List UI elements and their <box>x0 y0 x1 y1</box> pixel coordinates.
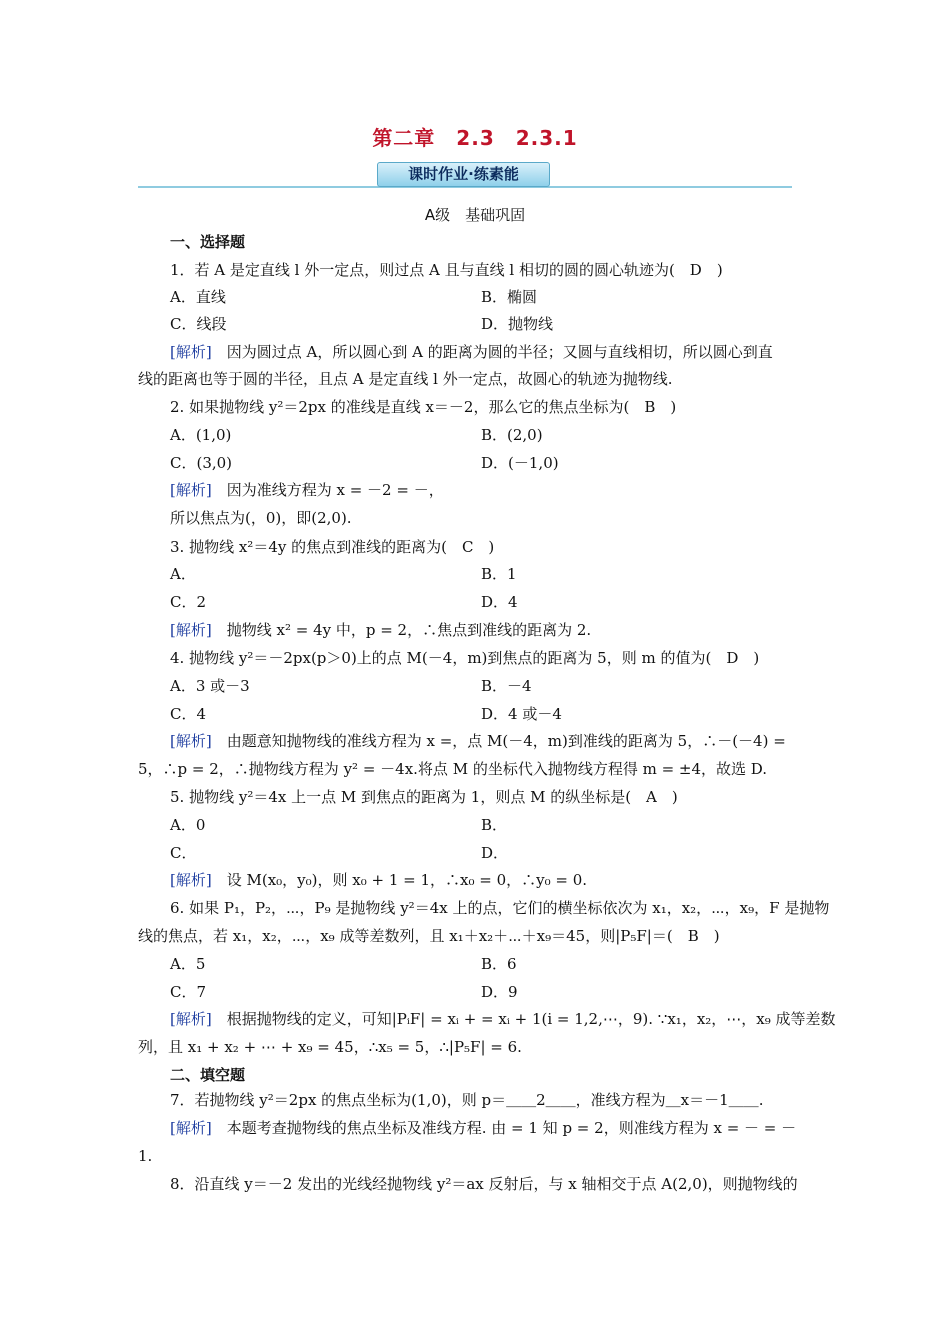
q2-option-d: D．(－1,0) <box>481 454 559 472</box>
level-heading: A级 基础巩固 <box>424 206 526 224</box>
q7-answer-p: ＿＿2＿＿ <box>506 1091 576 1109</box>
q7-solution-line-1 <box>170 1118 796 1138</box>
question-6-stem-line-1: 6. 如果 P₁，P₂，⋯，P₉ 是抛物线 y²＝4x 上的点，它们的横坐标依次为 x₁，x₂，⋯，x₉，F 是抛物 <box>170 899 830 917</box>
q4-solution-text: 由题意知抛物线的准线方程为 x =，点 M(－4，m)到准线的距离为 5，∴－(－4) = <box>211 732 786 750</box>
solution-tag: [解析] <box>170 732 212 750</box>
page-title: 第二章 2.3 2.3.1 <box>372 126 578 150</box>
q3-option-b: B．1 <box>481 565 517 583</box>
q4-option-a: A．3 或－3 <box>170 677 250 695</box>
question-2-stem: 2. 如果抛物线 y²＝2px 的准线是直线 x＝－2，那么它的焦点坐标为( B ) <box>170 398 677 416</box>
solution-tag: [解析] <box>170 1010 212 1028</box>
q6-solution-line-2: 列，且 x₁ + x₂ + ⋯ + x₉ = 45，∴x₅ = 5，∴|P₅F| = 6. <box>138 1038 522 1056</box>
q6-option-a: A．5 <box>170 955 206 973</box>
solution-tag: [解析] <box>170 871 212 889</box>
question-7-stem <box>170 1090 763 1110</box>
q6-solution-text: 根据抛物线的定义，可知|PᵢF| = xᵢ + = xᵢ + 1(i = 1,2,⋯，9). ∵x₁，x₂，⋯，x₉ 成等差数 <box>211 1010 836 1028</box>
q7-stem-end: . <box>758 1091 764 1109</box>
q3-solution-text: 抛物线 x² = 4y 中，p = 2，∴焦点到准线的距离为 2. <box>211 621 592 639</box>
solution-tag: [解析] <box>170 621 212 639</box>
q2-option-a: A．(1,0) <box>170 426 232 444</box>
q1-option-d: D．抛物线 <box>481 315 554 333</box>
q7-answer-directrix: ＿x＝－1＿＿ <box>665 1091 759 1109</box>
q6-option-d: D．9 <box>481 983 518 1001</box>
section-heading-fill: 二、填空题 <box>170 1066 246 1084</box>
solution-tag: [解析] <box>170 343 212 361</box>
q5-option-d: D． <box>481 844 509 862</box>
q2-solution-text: 因为准线方程为 x = －2 = －， <box>211 481 444 499</box>
q5-option-b: B． <box>481 816 508 834</box>
q7-stem-text: 7．若抛物线 y²＝2px 的焦点坐标为(1,0)，则 p＝ <box>170 1091 507 1109</box>
q7-solution-text: 本题考查抛物线的焦点坐标及准线方程. 由 = 1 知 p = 2，则准线方程为 x = － = － <box>211 1119 797 1137</box>
q3-option-a: A． <box>170 565 196 583</box>
q1-solution-line-1 <box>170 342 773 362</box>
question-8-stem: 8．沿直线 y＝－2 发出的光线经抛物线 y²＝ax 反射后，与 x 轴相交于点 A(2,0)，则抛物线的 <box>170 1175 798 1193</box>
q4-option-d: D．4 或－4 <box>481 705 562 723</box>
q6-solution-line-1 <box>170 1009 836 1029</box>
q5-solution-line-1 <box>170 870 587 890</box>
q5-option-a: A．0 <box>170 816 206 834</box>
q2-solution-line-1 <box>170 480 444 500</box>
q2-solution-line-2: 所以焦点为(，0)，即(2,0). <box>170 509 352 527</box>
question-1-stem: 1．若 A 是定直线 l 外一定点，则过点 A 且与直线 l 相切的圆的圆心轨迹为( D ) <box>170 261 723 279</box>
q5-solution-text: 设 M(x₀，y₀)，则 x₀ + 1 = 1，∴x₀ = 0，∴y₀ = 0. <box>211 871 588 889</box>
solution-tag: [解析] <box>170 1119 212 1137</box>
q6-option-b: B．6 <box>481 955 517 973</box>
q4-option-c: C．4 <box>170 705 207 723</box>
question-4-stem: 4. 抛物线 y²＝－2px(p＞0)上的点 M(－4，m)到焦点的距离为 5，则 m 的值为( D ) <box>170 649 760 667</box>
q5-option-c: C． <box>170 844 197 862</box>
section-banner: 课时作业·练素能 <box>377 162 550 187</box>
q6-option-c: C．7 <box>170 983 207 1001</box>
question-5-stem: 5. 抛物线 y²＝4x 上一点 M 到焦点的距离为 1，则点 M 的纵坐标是( A ) <box>170 788 678 806</box>
q4-solution-line-2: 5，∴p = 2，∴抛物线方程为 y² = －4x.将点 M 的坐标代入抛物线方程得 m = ±4，故选 D. <box>138 760 768 778</box>
q4-solution-line-1 <box>170 731 786 751</box>
solution-tag: [解析] <box>170 481 212 499</box>
question-3-stem: 3. 抛物线 x²＝4y 的焦点到准线的距离为( C ) <box>170 538 495 556</box>
q1-solution-line-2: 线的距离也等于圆的半径，且点 A 是定直线 l 外一定点，故圆心的轨迹为抛物线. <box>138 370 673 388</box>
q1-option-c: C．线段 <box>170 315 227 333</box>
q3-option-d: D．4 <box>481 593 518 611</box>
q3-option-c: C．2 <box>170 593 207 611</box>
section-heading-choice: 一、选择题 <box>170 233 246 251</box>
q7-solution-line-2: 1. <box>138 1147 153 1165</box>
q7-stem-mid: ，准线方程为 <box>575 1091 666 1109</box>
q2-option-b: B．(2,0) <box>481 426 543 444</box>
question-6-stem-line-2: 线的焦点，若 x₁，x₂，⋯，x₉ 成等差数列，且 x₁＋x₂＋⋯＋x₉＝45，则|P₅F|＝( B ) <box>138 927 720 945</box>
q1-option-a: A．直线 <box>170 288 226 306</box>
q3-solution-line-1 <box>170 620 591 640</box>
q2-option-c: C．(3,0) <box>170 454 233 472</box>
q1-option-b: B．椭圆 <box>481 288 538 306</box>
q1-solution-text: 因为圆过点 A，所以圆心到 A 的距离为圆的半径；又圆与直线相切，所以圆心到直 <box>211 343 773 361</box>
q4-option-b: B．－4 <box>481 677 532 695</box>
